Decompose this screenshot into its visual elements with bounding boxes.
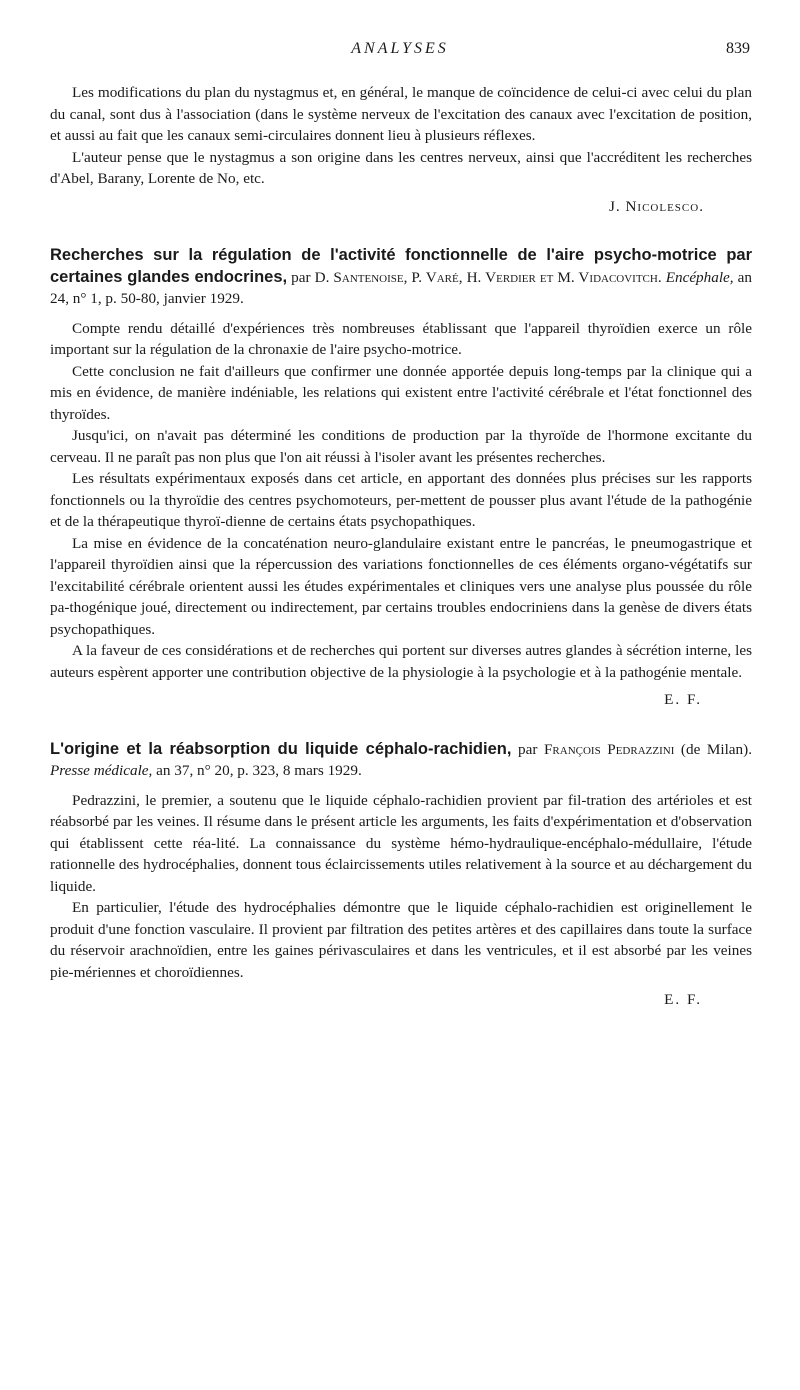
authors-suffix: (de Milan). xyxy=(674,740,752,758)
authors-prefix: par xyxy=(511,740,544,758)
article-title: L'origine et la réabsorption du liquide céphalo-rachidien, xyxy=(50,739,512,758)
page-content xyxy=(50,82,752,1011)
source-details: an 37, n° 20, p. 323, 8 mars 1929. xyxy=(152,762,362,779)
signature: E. F. xyxy=(664,691,702,708)
journal-name: Encéphale, xyxy=(665,268,734,286)
article-authors: D. Santenoise, P. Varé, H. Verdier et M. Vidacovitch. xyxy=(314,268,662,286)
article-regulation-aire-psychomotrice xyxy=(50,245,752,711)
running-head-title: ANALYSES xyxy=(351,40,449,57)
running-head xyxy=(0,40,800,64)
page-number: 839 xyxy=(726,40,750,57)
article-source xyxy=(50,762,362,779)
paragraph: Jusqu'ici, on n'avait pas déterminé les conditions de production par la thyroïde de l'hormone excitante du cerveau. Il ne paraît pas non plus que l'on ait réussi à l'isoler avant les présentes recherches. xyxy=(50,427,752,466)
paragraph: Compte rendu détaillé d'expériences très nombreuses établissant que l'appareil thyroïdien exerce un rôle important sur la régulation de la chronaxie de l'aire psycho-motrice. xyxy=(50,319,752,358)
paragraph: Les modifications du plan du nystagmus et, en général, le manque de coïncidence de celui-ci avec celui du plan du canal, sont dus à l'association (dans le système nerveux de l'excitation des canaux avec l'excitation de position, et aussi au fait que les canaux semi-circulaires donnent lieu à plusieurs réflexes. xyxy=(50,84,752,144)
signature: J. Nicolesco. xyxy=(608,197,704,215)
paragraph: En particulier, l'étude des hydrocéphalies démontre que le liquide céphalo-rachidien est originellement le produit d'une fonction vasculaire. Il provient par filtration des petites artères et des capillaires dans toute la surface du réservoir arachnoïdien, entre les gaines périvasculaires et dans les ventricules, et il est absorbé par les veines pie-mériennes et choroïdiennes. xyxy=(50,899,752,981)
paragraph: L'auteur pense que le nystagmus a son origine dans les centres nerveux, ainsi que l'accréditent les recherches d'Abel, Barany, Lorente de No, etc. xyxy=(50,148,752,187)
article-authors: François Pedrazzini xyxy=(543,740,675,758)
paragraph: Les résultats expérimentaux exposés dans cet article, en apportant des données plus précises sur les rapports fonctionnels ou la thyroïdie des centres psychomoteurs, per-mettent de pousser plus avant l'étude de la pathogénie et de la thérapeutique thyroï-dienne de certains états psychopathiques. xyxy=(50,470,752,530)
journal-name: Presse médicale, xyxy=(50,762,153,779)
source-details: an 24, n° 1, p. 50-80, janvier 1929. xyxy=(50,268,752,307)
article-nystagmus-continued xyxy=(50,82,752,217)
authors-prefix: par xyxy=(287,268,315,286)
signature: E. F. xyxy=(664,991,702,1008)
paragraph: La mise en évidence de la concaténation neuro-glandulaire existant entre le pancréas, le pneumogastrique et l'appareil thyroïdien ainsi que la répercussion des variations fonctionnelles de ces éléments organo-végétatifs sur l'excitabilité cérébrale orientent aussi les études expérimentales et cliniques vers une analyse plus poussée du rôle pa-thogénique joué, directement ou indirectement, par certains troubles endocriniens dans la genèse de divers états psychopathiques. xyxy=(50,534,752,638)
paragraph: Pedrazzini, le premier, a soutenu que le liquide céphalo-rachidien provient par fil-tration des artérioles et est réabsorbé par les veines. Il résume dans le présent article les arguments, les faits d'expérimentation et d'observation qui établissent cette réa-lité. La connaissance du système hémo-hydraulique-encéphalo-médullaire, l'étude rationnelle des hydrocéphalies, donnent tous éclaircissements utiles relativement à la source et au déchargement du liquide. xyxy=(50,791,752,895)
article-liquide-cephalo-rachidien xyxy=(50,739,752,1011)
article-title: Recherches sur la régulation de l'activité fonctionnelle de l'aire psycho-motrice par certaines glandes endocrines, xyxy=(50,246,752,286)
article-heading xyxy=(50,245,752,310)
paragraph: A la faveur de ces considérations et de recherches qui portent sur diverses autres glandes à sécrétion interne, les auteurs espèrent apporter une contribution objective de la physiologie à la psychologie et à la pathogénie mentale. xyxy=(50,642,752,681)
paragraph: Cette conclusion ne fait d'ailleurs que confirmer une donnée apportée depuis long-temps par la clinique qui a mis en évidence, de manière indéniable, les relations qui existent entre l'activité cérébrale et l'état fonctionnel des thyroïdes. xyxy=(50,362,752,423)
article-heading xyxy=(50,739,752,782)
